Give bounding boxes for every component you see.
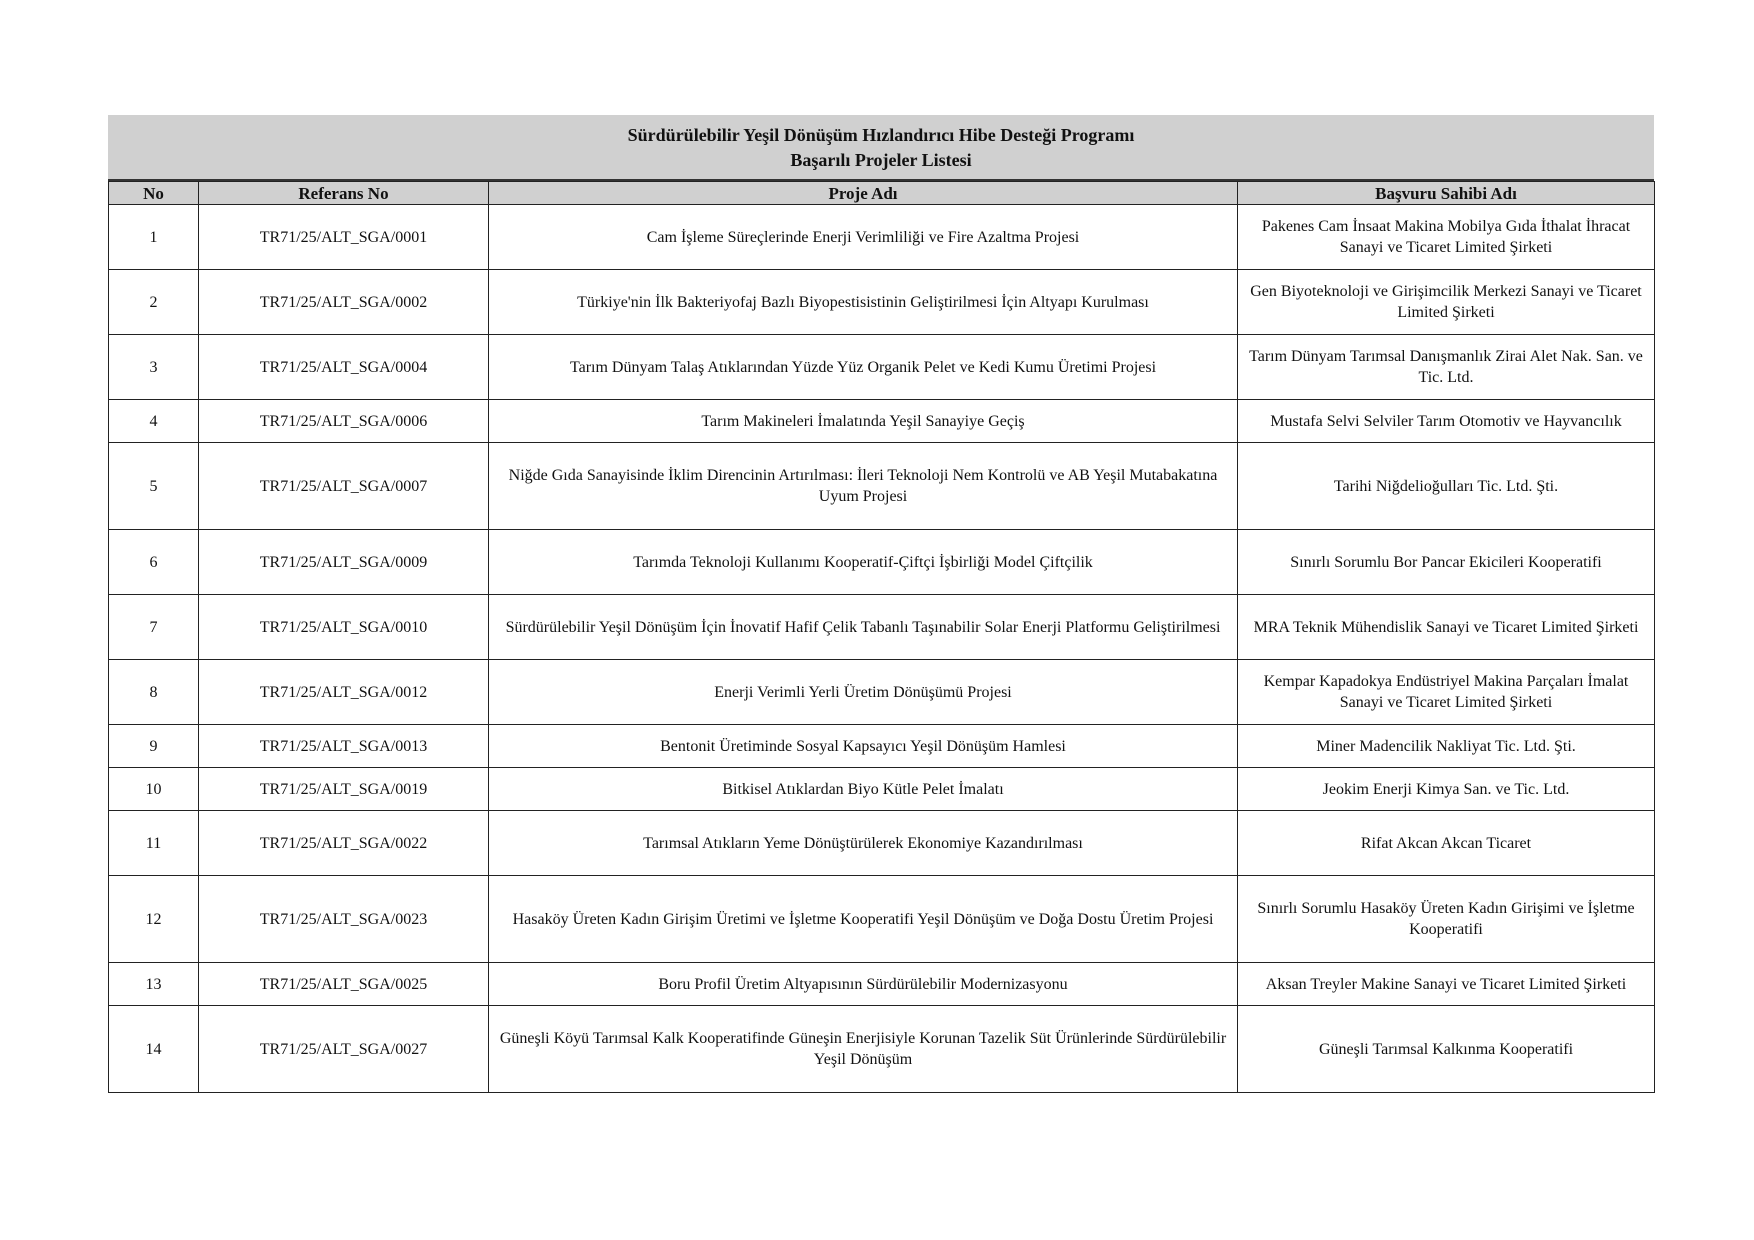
table-row: [109, 963, 1655, 1006]
program-title: Sürdürülebilir Yeşil Dönüşüm Hızlandırıcı Hibe Desteği Programı: [627, 125, 1135, 145]
table-row: [109, 768, 1655, 811]
table-row: [109, 811, 1655, 876]
cell-reference: TR71/25/ALT_SGA/0023: [199, 876, 489, 963]
cell-project: Niğde Gıda Sanayisinde İklim Direncinin Artırılması: İleri Teknoloji Nem Kontrolü ve AB Yeşil Mutabakatına Uyum Projesi: [489, 443, 1238, 530]
cell-reference: TR71/25/ALT_SGA/0013: [199, 725, 489, 768]
cell-project: Sürdürülebilir Yeşil Dönüşüm İçin İnovatif Hafif Çelik Tabanlı Taşınabilir Solar Enerji Platformu Geliştirilmesi: [489, 595, 1238, 660]
table-row: [109, 595, 1655, 660]
table-row: [109, 530, 1655, 595]
projects-table: [108, 181, 1655, 1093]
cell-no: 3: [109, 335, 199, 400]
cell-reference: TR71/25/ALT_SGA/0006: [199, 400, 489, 443]
cell-no: 10: [109, 768, 199, 811]
cell-no: 11: [109, 811, 199, 876]
title-block: [108, 115, 1654, 181]
cell-project: Hasaköy Üreten Kadın Girişim Üretimi ve İşletme Kooperatifi Yeşil Dönüşüm ve Doğa Dostu Üretim Projesi: [489, 876, 1238, 963]
header-row: [109, 182, 1655, 205]
cell-no: 13: [109, 963, 199, 1006]
cell-no: 5: [109, 443, 199, 530]
cell-applicant: Pakenes Cam İnsaat Makina Mobilya Gıda İthalat İhracat Sanayi ve Ticaret Limited Şirketi: [1238, 205, 1655, 270]
table-row: [109, 205, 1655, 270]
cell-applicant: Güneşli Tarımsal Kalkınma Kooperatifi: [1238, 1006, 1655, 1093]
cell-applicant: Gen Biyoteknoloji ve Girişimcilik Merkezi Sanayi ve Ticaret Limited Şirketi: [1238, 270, 1655, 335]
cell-no: 4: [109, 400, 199, 443]
cell-no: 14: [109, 1006, 199, 1093]
cell-reference: TR71/25/ALT_SGA/0027: [199, 1006, 489, 1093]
cell-no: 2: [109, 270, 199, 335]
table-row: [109, 443, 1655, 530]
cell-reference: TR71/25/ALT_SGA/0019: [199, 768, 489, 811]
cell-project: Tarım Dünyam Talaş Atıklarından Yüzde Yüz Organik Pelet ve Kedi Kumu Üretimi Projesi: [489, 335, 1238, 400]
cell-no: 9: [109, 725, 199, 768]
list-subtitle: Başarılı Projeler Listesi: [790, 150, 972, 170]
table-row: [109, 335, 1655, 400]
cell-reference: TR71/25/ALT_SGA/0010: [199, 595, 489, 660]
header-project-name: Proje Adı: [489, 182, 1238, 205]
table-row: [109, 1006, 1655, 1093]
cell-applicant: MRA Teknik Mühendislik Sanayi ve Ticaret Limited Şirketi: [1238, 595, 1655, 660]
cell-applicant: Rifat Akcan Akcan Ticaret: [1238, 811, 1655, 876]
cell-project: Tarımsal Atıkların Yeme Dönüştürülerek Ekonomiye Kazandırılması: [489, 811, 1238, 876]
cell-no: 7: [109, 595, 199, 660]
cell-project: Cam İşleme Süreçlerinde Enerji Verimliliği ve Fire Azaltma Projesi: [489, 205, 1238, 270]
header-applicant-name: Başvuru Sahibi Adı: [1238, 182, 1655, 205]
cell-no: 1: [109, 205, 199, 270]
cell-applicant: Mustafa Selvi Selviler Tarım Otomotiv ve Hayvancılık: [1238, 400, 1655, 443]
cell-reference: TR71/25/ALT_SGA/0022: [199, 811, 489, 876]
cell-project: Boru Profil Üretim Altyapısının Sürdürülebilir Modernizasyonu: [489, 963, 1238, 1006]
cell-no: 12: [109, 876, 199, 963]
cell-applicant: Aksan Treyler Makine Sanayi ve Ticaret Limited Şirketi: [1238, 963, 1655, 1006]
project-list-sheet: [108, 115, 1654, 1093]
cell-reference: TR71/25/ALT_SGA/0004: [199, 335, 489, 400]
cell-no: 8: [109, 660, 199, 725]
cell-reference: TR71/25/ALT_SGA/0025: [199, 963, 489, 1006]
cell-reference: TR71/25/ALT_SGA/0002: [199, 270, 489, 335]
cell-reference: TR71/25/ALT_SGA/0007: [199, 443, 489, 530]
table-row: [109, 725, 1655, 768]
cell-project: Güneşli Köyü Tarımsal Kalk Kooperatifinde Güneşin Enerjisiyle Korunan Tazelik Süt Ürünlerinde Sürdürülebilir Yeşil Dönüşüm: [489, 1006, 1238, 1093]
cell-project: Bentonit Üretiminde Sosyal Kapsayıcı Yeşil Dönüşüm Hamlesi: [489, 725, 1238, 768]
table-row: [109, 876, 1655, 963]
cell-project: Bitkisel Atıklardan Biyo Kütle Pelet İmalatı: [489, 768, 1238, 811]
cell-no: 6: [109, 530, 199, 595]
cell-project: Enerji Verimli Yerli Üretim Dönüşümü Projesi: [489, 660, 1238, 725]
cell-applicant: Kempar Kapadokya Endüstriyel Makina Parçaları İmalat Sanayi ve Ticaret Limited Şirketi: [1238, 660, 1655, 725]
table-row: [109, 270, 1655, 335]
cell-applicant: Jeokim Enerji Kimya San. ve Tic. Ltd.: [1238, 768, 1655, 811]
cell-reference: TR71/25/ALT_SGA/0012: [199, 660, 489, 725]
cell-applicant: Tarihi Niğdelioğulları Tic. Ltd. Şti.: [1238, 443, 1655, 530]
cell-project: Tarım Makineleri İmalatında Yeşil Sanayiye Geçiş: [489, 400, 1238, 443]
cell-applicant: Miner Madencilik Nakliyat Tic. Ltd. Şti.: [1238, 725, 1655, 768]
cell-applicant: Sınırlı Sorumlu Hasaköy Üreten Kadın Girişimi ve İşletme Kooperatifi: [1238, 876, 1655, 963]
cell-reference: TR71/25/ALT_SGA/0001: [199, 205, 489, 270]
cell-project: Tarımda Teknoloji Kullanımı Kooperatif-Çiftçi İşbirliği Model Çiftçilik: [489, 530, 1238, 595]
header-reference: Referans No: [199, 182, 489, 205]
table-row: [109, 400, 1655, 443]
cell-applicant: Sınırlı Sorumlu Bor Pancar Ekicileri Kooperatifi: [1238, 530, 1655, 595]
cell-project: Türkiye'nin İlk Bakteriyofaj Bazlı Biyopestisistinin Geliştirilmesi İçin Altyapı Kurulması: [489, 270, 1238, 335]
cell-reference: TR71/25/ALT_SGA/0009: [199, 530, 489, 595]
cell-applicant: Tarım Dünyam Tarımsal Danışmanlık Zirai Alet Nak. San. ve Tic. Ltd.: [1238, 335, 1655, 400]
header-no: No: [109, 182, 199, 205]
table-row: [109, 660, 1655, 725]
